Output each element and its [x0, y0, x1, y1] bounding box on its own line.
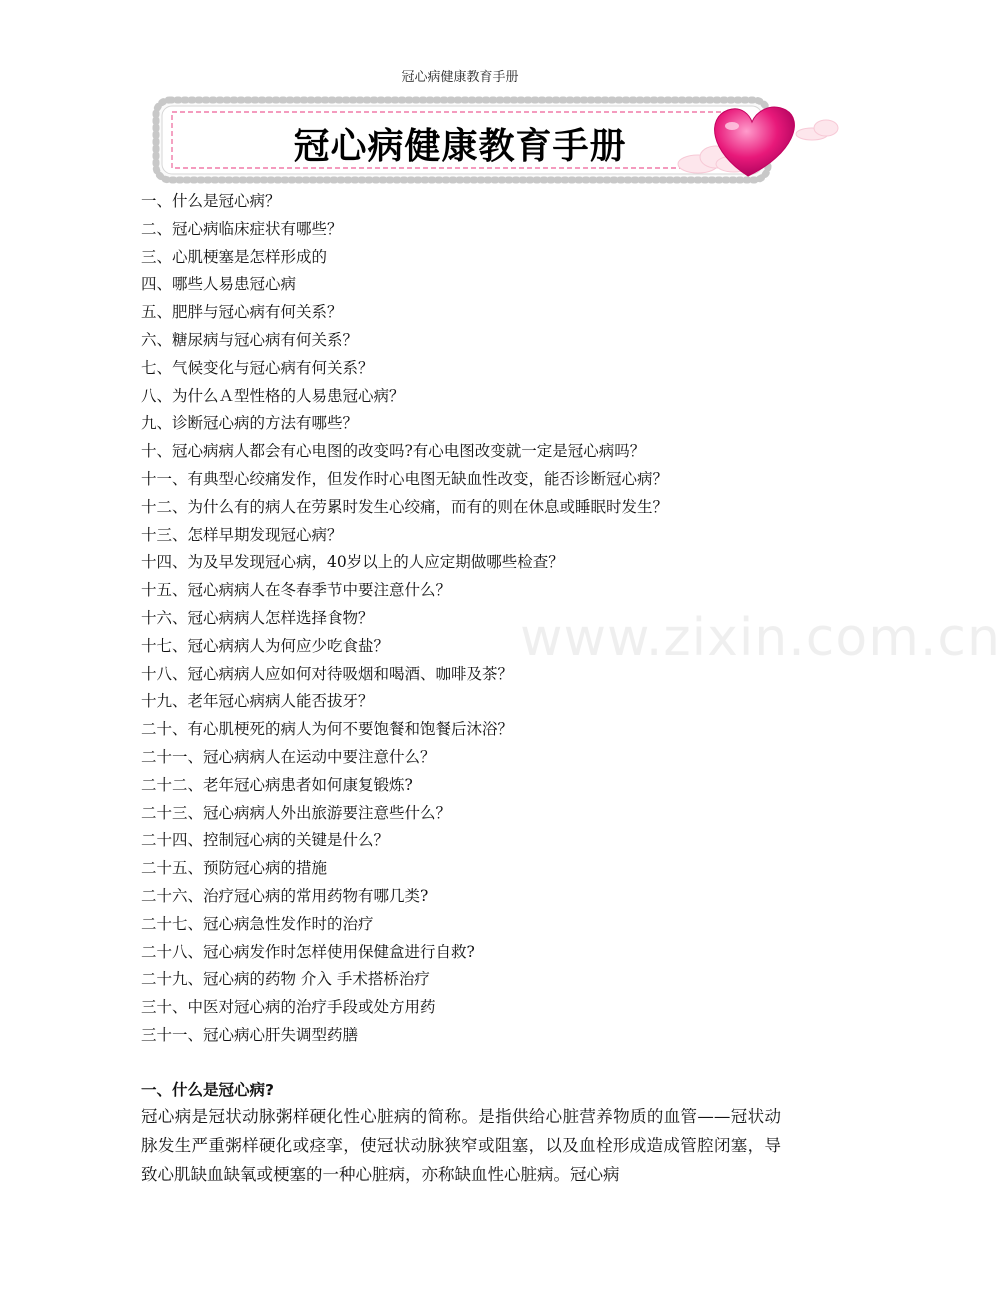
- toc-item: 三十、中医对冠心病的治疗手段或处方用药: [141, 998, 436, 1017]
- toc-item: 二十、有心肌梗死的病人为何不要饱餐和饱餐后沐浴？: [141, 720, 514, 739]
- title-banner: [150, 92, 800, 188]
- toc-item: 二十七、冠心病急性发作时的治疗: [141, 914, 374, 933]
- toc-item: 七、气候变化与冠心病有何关系？: [141, 358, 374, 377]
- toc-item: 十七、冠心病病人为何应少吃食盐？: [141, 636, 390, 655]
- toc-item: 二十八、冠心病发作时怎样使用保健盒进行自救?: [141, 942, 475, 961]
- watermark: www.zixin.com.cn: [520, 608, 1001, 668]
- toc-item: 六、糖尿病与冠心病有何关系？: [141, 330, 359, 349]
- toc-item: 十八、冠心病病人应如何对待吸烟和喝酒、咖啡及茶？: [141, 664, 514, 683]
- toc-item: 十九、老年冠心病病人能否拔牙？: [141, 692, 374, 711]
- toc-item: 十三、怎样早期发现冠心病？: [141, 525, 343, 544]
- toc-item: 十一、有典型心绞痛发作，但发作时心电图无缺血性改变，能否诊断冠心病？: [141, 469, 669, 488]
- toc-item: 二、冠心病临床症状有哪些？: [141, 219, 343, 238]
- toc-item: 十、冠心病病人都会有心电图的改变吗?有心电图改变就一定是冠心病吗？: [141, 442, 646, 461]
- toc-item: 二十四、控制冠心病的关键是什么？: [141, 831, 390, 850]
- toc-item: 二十二、老年冠心病患者如何康复锻炼?: [141, 775, 413, 794]
- toc-item: 一、什么是冠心病？: [141, 192, 281, 210]
- toc-item: 九、诊断冠心病的方法有哪些？: [141, 414, 359, 433]
- toc-item: 二十九、冠心病的药物 介入 手术搭桥治疗: [141, 970, 430, 989]
- toc-item: 二十一、冠心病病人在运动中要注意什么？: [141, 747, 436, 766]
- document-title: 冠心病健康教育手册: [293, 126, 627, 167]
- toc-item: 十五、冠心病病人在冬春季节中要注意什么？: [141, 581, 452, 600]
- toc-item: 八、为什么Ａ型性格的人易患冠心病？: [141, 386, 405, 405]
- section-paragraph: 冠心病是冠状动脉粥样硬化性心脏病的简称。是指供给心脏营养物质的血管——冠状动脉发生严重粥样硬化或痉挛，使冠状动脉狭窄或阻塞，以及血栓形成造成管腔闭塞，导致心肌缺血缺氧或梗塞的一种心脏病，亦称缺血性心脏病。冠心病: [141, 1107, 781, 1184]
- section-heading: 一、什么是冠心病?: [141, 1081, 274, 1099]
- toc-item: 十四、为及早发现冠心病，40岁以上的人应定期做哪些检查？: [141, 553, 564, 572]
- toc-item: 二十三、冠心病病人外出旅游要注意些什么？: [141, 803, 452, 822]
- toc-item: 三、心肌梗塞是怎样形成的: [141, 247, 328, 266]
- toc-item: 五、肥胖与冠心病有何关系？: [141, 303, 343, 322]
- toc-item: 四、哪些人易患冠心病: [141, 275, 297, 294]
- toc-item: 二十五、预防冠心病的措施: [141, 859, 328, 878]
- toc-item: 二十六、治疗冠心病的常用药物有哪几类?: [141, 886, 429, 905]
- running-header: 冠心病健康教育手册: [401, 70, 519, 85]
- toc-item: 十二、为什么有的病人在劳累时发生心绞痛，而有的则在休息或睡眠时发生？: [141, 497, 669, 516]
- toc-item: 三十一、冠心病心肝失调型药膳: [141, 1025, 359, 1044]
- toc-item: 十六、冠心病病人怎样选择食物？: [141, 608, 374, 627]
